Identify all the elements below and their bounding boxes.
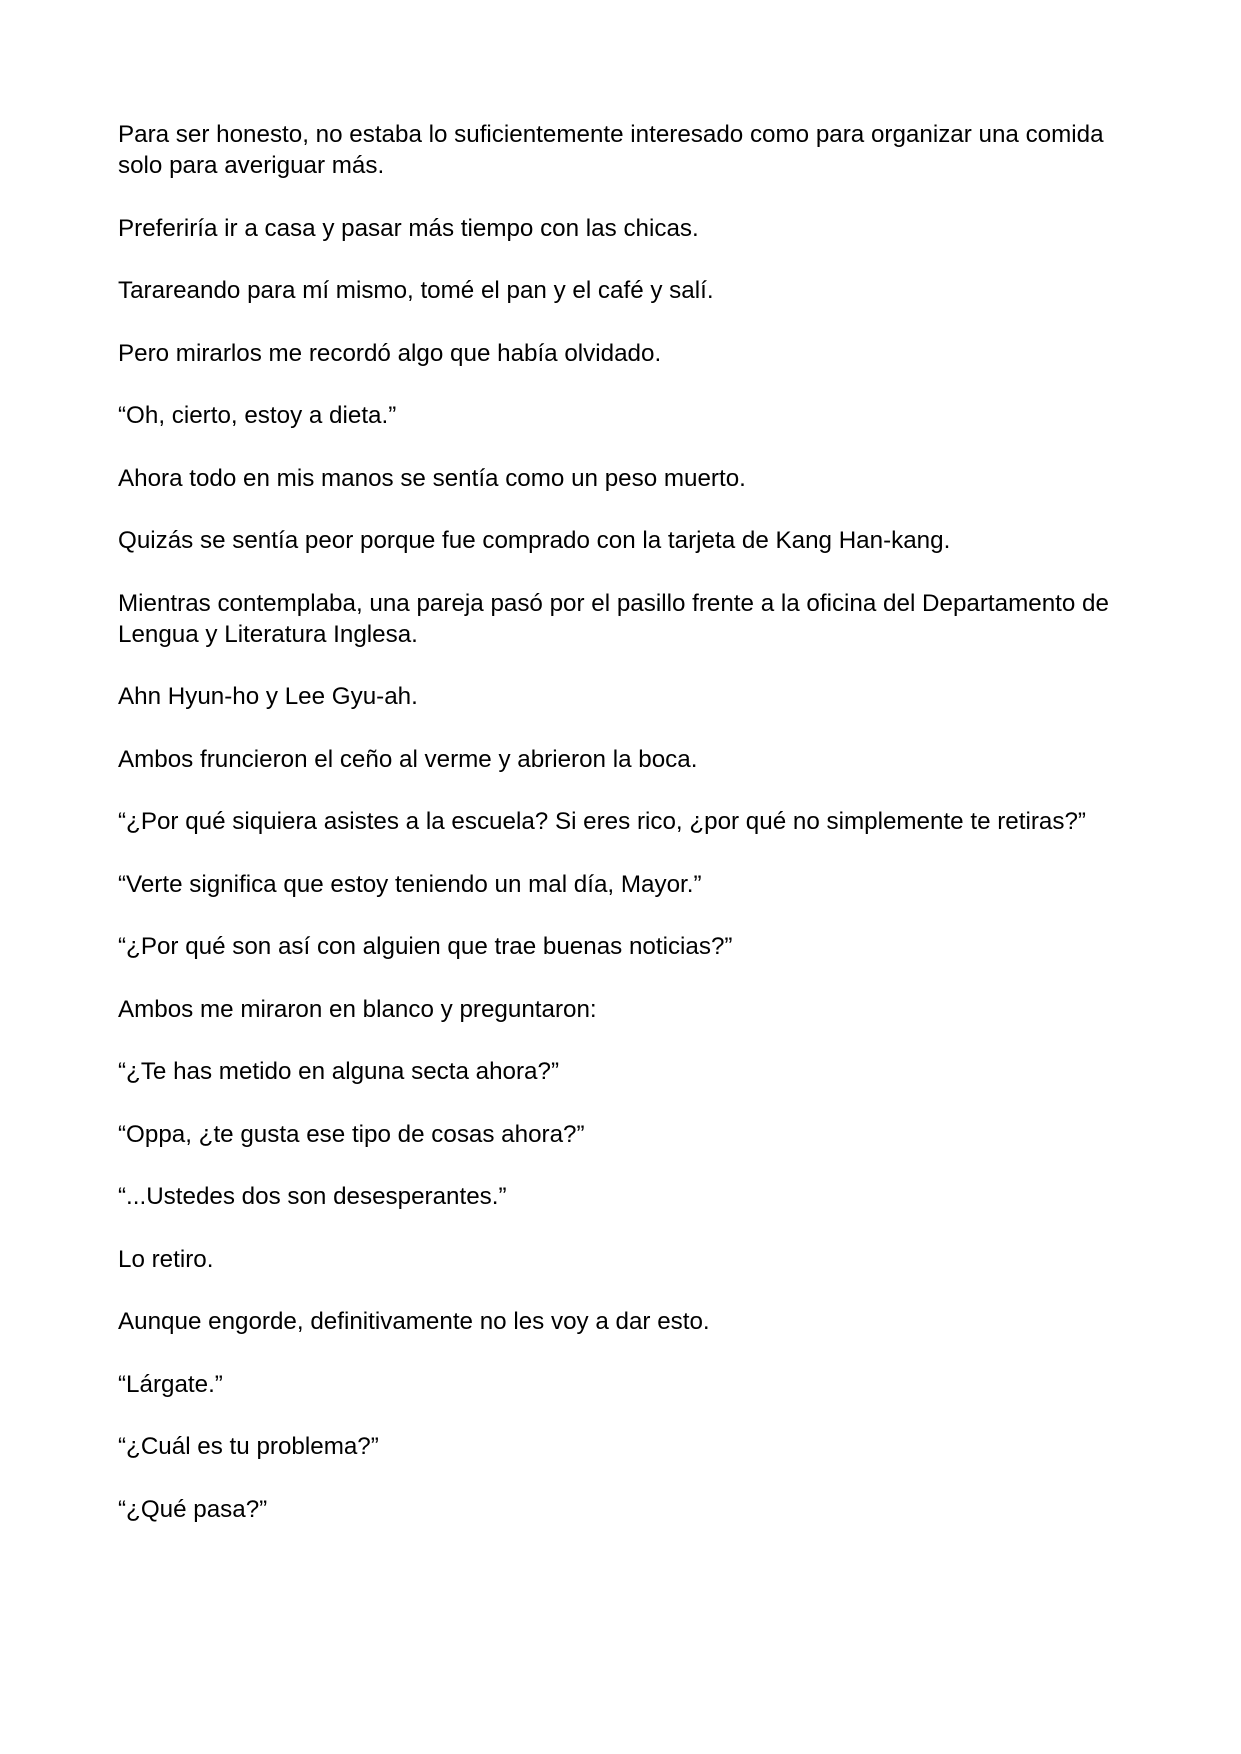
paragraph: “Verte significa que estoy teniendo un mal día, Mayor.” (118, 870, 702, 898)
document-body (118, 119, 1128, 1556)
paragraph: Aunque engorde, definitivamente no les voy a dar esto. (118, 1308, 710, 1335)
paragraph: “Oppa, ¿te gusta ese tipo de cosas ahora?” (118, 1120, 585, 1148)
paragraph: Ambos fruncieron el ceño al verme y abrieron la boca. (118, 745, 698, 773)
paragraph: Mientras contemplaba, una pareja pasó por el pasillo frente a la oficina del Departamento de Lengua y Literatura Inglesa. (118, 589, 1109, 648)
paragraph: “¿Por qué son así con alguien que trae buenas noticias?” (118, 933, 733, 960)
paragraph: Ambos me miraron en blanco y preguntaron: (118, 995, 597, 1023)
paragraph: Quizás se sentía peor porque fue comprado con la tarjeta de Kang Han-kang. (118, 527, 951, 554)
paragraph: Ahora todo en mis manos se sentía como un peso muerto. (118, 464, 746, 492)
paragraph: Ahn Hyun-ho y Lee Gyu-ah. (118, 683, 418, 710)
paragraph: “Lárgate.” (118, 1370, 223, 1398)
paragraph: “¿Cuál es tu problema?” (118, 1433, 379, 1460)
paragraph: “¿Por qué siquiera asistes a la escuela? Si eres rico, ¿por qué no simplemente te retiras?” (118, 808, 1086, 835)
paragraph: Pero mirarlos me recordó algo que había olvidado. (118, 339, 662, 367)
paragraph: “Oh, cierto, estoy a dieta.” (118, 402, 397, 429)
paragraph: “...Ustedes dos son desesperantes.” (118, 1183, 507, 1210)
paragraph: “¿Qué pasa?” (118, 1495, 268, 1523)
paragraph: “¿Te has metido en alguna secta ahora?” (118, 1058, 560, 1085)
paragraph: Tarareando para mí mismo, tomé el pan y el café y salí. (118, 277, 714, 304)
paragraph: Preferiría ir a casa y pasar más tiempo con las chicas. (118, 214, 699, 242)
paragraph: Para ser honesto, no estaba lo suficientemente interesado como para organizar una comida solo para averiguar más. (118, 121, 1104, 179)
paragraph: Lo retiro. (118, 1245, 214, 1273)
